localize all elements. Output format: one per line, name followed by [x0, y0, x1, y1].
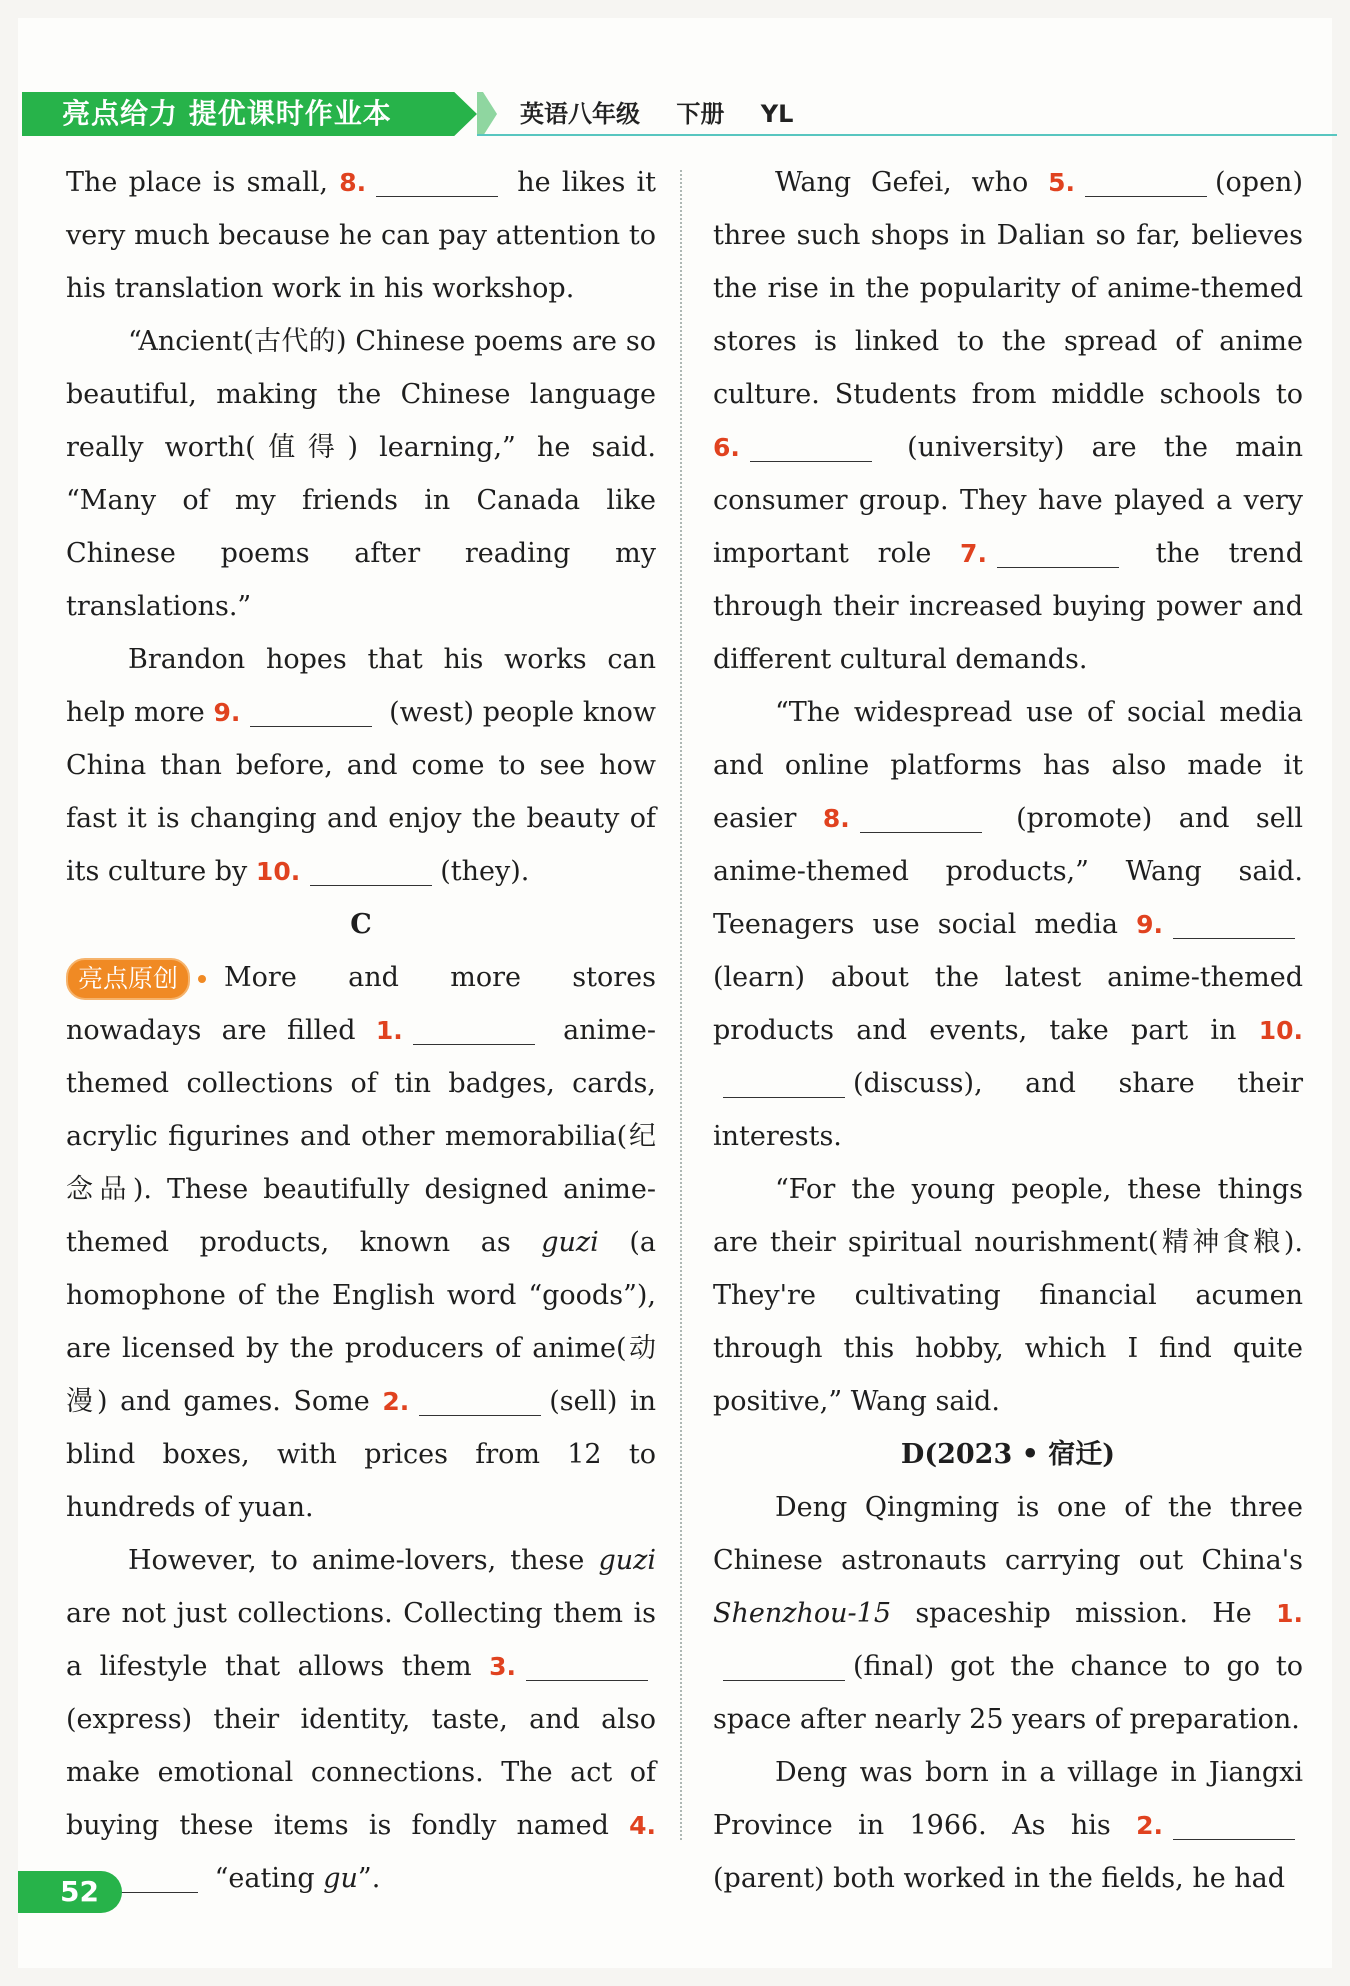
header-band-arrow [477, 92, 497, 136]
page-header [22, 92, 1314, 136]
original-badge: 亮点原创 [66, 958, 190, 1000]
answer-blank[interactable] [860, 831, 982, 833]
paragraph: “Ancient(古代的) Chinese poems are so beautiful, making the Chinese language really worth(值得) learning,” he said. “Many of my friends in Canada like Chinese poems after reading my translations.” [66, 326, 656, 622]
question-number: 5. [1048, 168, 1075, 197]
header-meta [520, 96, 821, 132]
paragraph: Deng was born in a village in Jiangxi Province in 1966. As his 2. (parent) both worked in the fields, he had [713, 1757, 1303, 1894]
header-brand: 亮点给力 提优课时作业本 [62, 97, 392, 130]
paragraph: Wang Gefei, who 5. (open) three such shops in Dalian so far, believes the rise in the popularity of anime-themed stores is linked to the spread of anime culture. Students from middle schools to 6. (university) are the main consumer group. They have played a very important role 7. the trend through their increased buying power and different cultural demands. [713, 167, 1303, 675]
header-volume: 下册 [676, 100, 725, 128]
paragraph: The place is small, 8. he likes it very much because he can pay attention to his translation work in his workshop. [66, 167, 657, 304]
question-number: 6. [713, 433, 740, 462]
column-divider [680, 170, 682, 1840]
answer-blank[interactable] [1173, 1838, 1295, 1840]
answer-blank[interactable] [526, 1679, 648, 1681]
header-edition: YL [760, 100, 794, 128]
left-column [66, 156, 656, 1905]
answer-blank[interactable] [997, 566, 1119, 568]
question-number: 7. [960, 539, 987, 568]
paragraph: However, to anime-lovers, these guzi are not just collections. Collecting them is a lifestyle that allows them 3. (express) their identity, taste, and also make emotional connections. The act of buying these items is fondly named 4. “eating gu”. [66, 1545, 656, 1894]
question-number: 9. [213, 698, 241, 727]
answer-blank[interactable] [250, 725, 372, 727]
paragraph: “The widespread use of social media and online platforms has also made it easier 8. (promote) and sell anime-themed products,” Wang said. Teenagers use social media 9.(learn) about the latest anime-themed products and events, take part in 10.(discuss), and share their interests. [713, 697, 1303, 1152]
question-number: 8. [822, 804, 850, 833]
question-number: 10. [1258, 1016, 1303, 1045]
section-title-c: C [350, 909, 372, 940]
header-subject: 英语八年级 [520, 100, 640, 128]
answer-blank[interactable] [723, 1096, 845, 1098]
question-number: 1. [1276, 1599, 1303, 1628]
question-number: 4. [629, 1811, 656, 1840]
question-number: 9. [1136, 910, 1163, 939]
paragraph: Brandon hopes that his works can help more 9. (west) people know China than before, and come to see how fast it is changing and enjoy the beauty of its culture by 10. (they). [66, 644, 656, 887]
header-rule [477, 134, 1337, 136]
answer-blank[interactable] [419, 1414, 541, 1416]
right-column [713, 156, 1303, 1905]
question-number: 1. [375, 1016, 403, 1045]
section-title-d: D(2023 • 宿迁) [900, 1439, 1116, 1470]
question-number: 8. [339, 168, 367, 197]
answer-blank[interactable] [1085, 195, 1207, 197]
paragraph: “For the young people, these things are their spiritual nourishment(精神食粮). They're cultivating financial acumen through this hobby, which I find quite positive,” Wang said. [713, 1174, 1303, 1417]
paragraph: Deng Qingming is one of the three Chinese astronauts carrying out China's Shenzhou-15 spaceship mission. He 1.(final) got the chance to go to space after nearly 25 years of preparation. [713, 1492, 1303, 1735]
answer-blank[interactable] [310, 884, 432, 886]
answer-blank[interactable] [1173, 937, 1295, 939]
page-number: 52 [18, 1871, 122, 1913]
answer-blank[interactable] [750, 460, 872, 462]
answer-blank[interactable] [413, 1043, 535, 1045]
paragraph: 亮点原创 More and more stores nowadays are filled 1. anime-themed collections of tin badges, cards, acrylic figurines and other memorabilia(纪念品). These beautifully designed anime-themed products, known as guzi (a homophone of the English word “goods”), are licensed by the producers of anime(动漫) and games. Some 2. (sell) in blind boxes, with prices from 12 to hundreds of yuan. [66, 951, 656, 1534]
question-number: 2. [382, 1387, 410, 1416]
question-number: 2. [1136, 1811, 1163, 1840]
answer-blank[interactable] [376, 195, 498, 197]
question-number: 3. [489, 1652, 516, 1681]
answer-blank[interactable] [723, 1679, 845, 1681]
badge-dot-icon [198, 975, 206, 983]
question-number: 10. [255, 857, 301, 886]
